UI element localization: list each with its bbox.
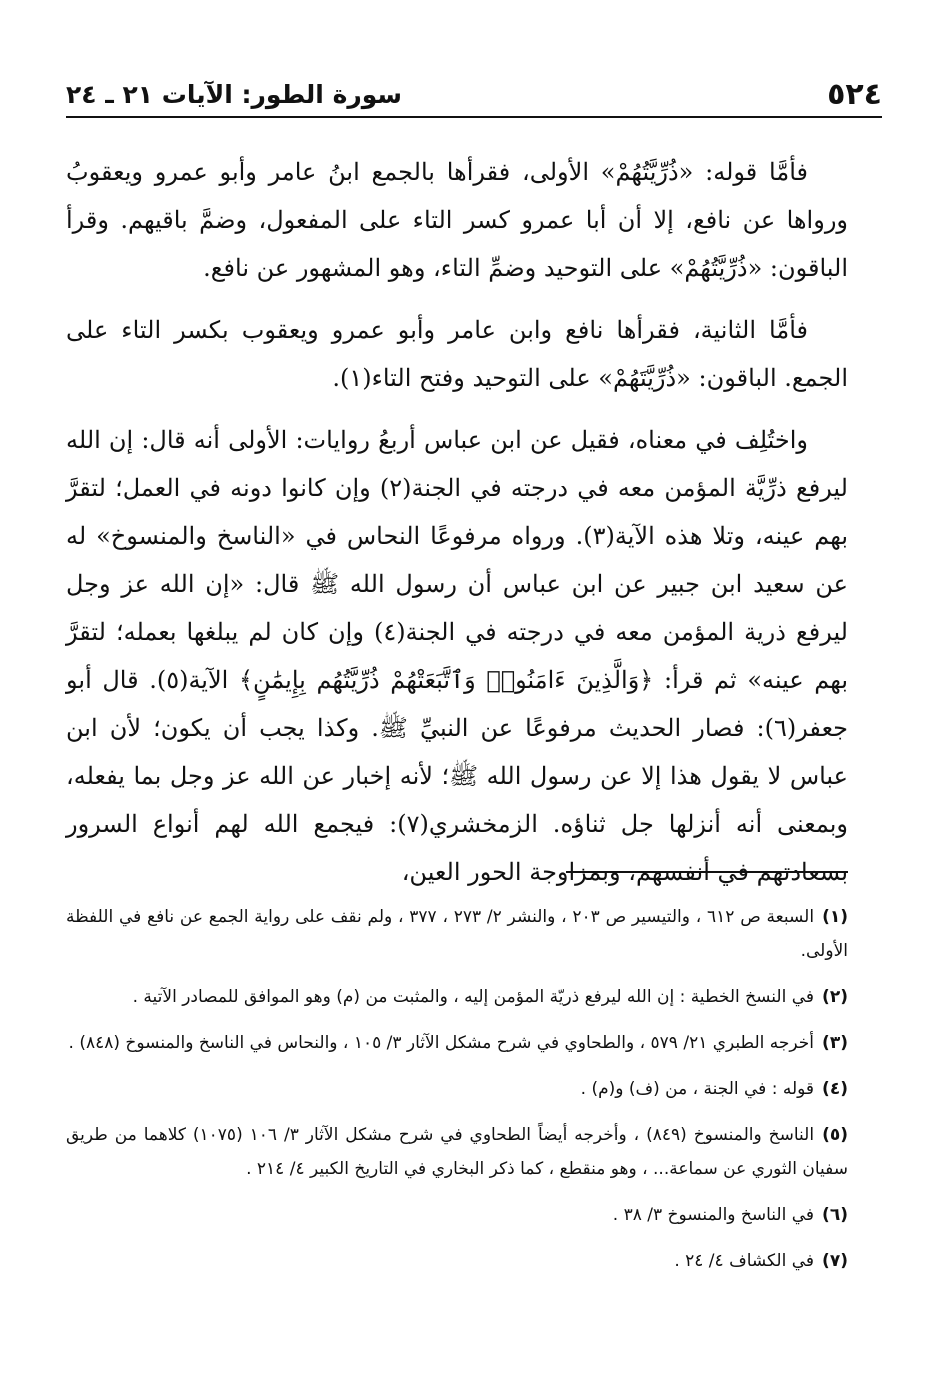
- footnote-number: (١): [822, 907, 849, 927]
- footnote-number: (٢): [822, 987, 848, 1007]
- running-head: سورة الطور: الآيات ٢١ ـ ٢٤: [66, 79, 402, 109]
- footnotes: [66, 900, 848, 1290]
- footnote-number: (٧): [822, 1251, 848, 1271]
- footnote: [66, 1026, 848, 1060]
- footnote: [66, 1118, 848, 1186]
- paragraph: فأمَّا قوله: «ذُرِّيَّتُهُمْ» الأولى، فقرأها بالجمع ابنُ عامر وأبو عمرو ويعقوبُ ورواها عن نافع، إلا أن أبا عمرو كسر التاء على المفعول، وضمَّ باقيهم. وقرأ الباقون: «ذُرِّيَّتُهُمْ» على التوحيد وضمِّ التاء، وهو المشهور عن نافع.: [66, 158, 848, 282]
- paragraph: فأمَّا الثانية، فقرأها نافع وابن عامر وأبو عمرو ويعقوب بكسر التاء على الجمع. الباقون: «ذُرِّيَّتَهُمْ» على التوحيد وفتح التاء(١).: [66, 316, 848, 392]
- page-number: ٥٢٤: [827, 76, 882, 112]
- footnote: [66, 900, 848, 968]
- footnote-text: في النسخ الخطية : إن الله ليرفع ذريّة المؤمن إليه ، والمثبت من (م) وهو الموافق للمصادر الآتية .: [132, 987, 815, 1007]
- footnote: [66, 1198, 848, 1232]
- paragraph: واختُلِف في معناه، فقيل عن ابن عباس أربعُ روايات: الأولى أنه قال: إن الله ليرفع ذرِّيَّة المؤمن معه في درجته في الجنة(٢) وإن كانوا دونه في العمل؛ لتقرَّ بهم عينه، وتلا هذه الآية(٣). ورواه مرفوعًا النحاس في «الناسخ والمنسوخ» له عن سعيد ابن جبير عن ابن عباس أن رسول الله ﷺ قال: «إن الله عز وجل ليرفع ذرية المؤمن معه في درجته في الجنة(٤) وإن كان لم يبلغها بعمله؛ لتقرَّ بهم عينه» ثم قرأ: ﴿وَالَّذِينَ ءَامَنُوا۟ وَٱتَّبَعَتْهُمْ ذُرِّيَّتُهُم بِإِيمَٰنٍ﴾ الآية(٥). قال أبو جعفر(٦): فصار الحديث مرفوعًا عن النبيِّ ﷺ. وكذا يجب أن يكون؛ لأن ابن عباس لا يقول هذا إلا عن رسول الله ﷺ؛ لأنه إخبار عن الله عز وجل بما يفعله، وبمعنى أنه أنزلها جل ثناؤه. الزمخشري(٧): فيجمع الله لهم أنواع السرور بسعادتهم في أنفسهم، وبمزاوجة الحور العين،: [66, 426, 849, 886]
- footnote: [66, 1072, 848, 1106]
- footnote-separator: [566, 871, 848, 873]
- footnote-text: الناسخ والمنسوخ (٨٤٩) ، وأخرجه أيضاً الطحاوي في شرح مشكل الآثار ٣/ ١٠٦ (١٠٧٥) كلاهما من طريق سفيان الثوري عن سماعة... ، وهو منقطع ، كما ذكر البخاري في التاريخ الكبير ٤/ ٢١٤ .: [66, 1125, 848, 1179]
- footnote-number: (٤): [822, 1079, 848, 1099]
- footnote-text: في الكشاف ٤/ ٢٤ .: [674, 1251, 815, 1271]
- footnote: [66, 1244, 848, 1278]
- main-text: [66, 148, 848, 910]
- page-header: [66, 72, 882, 118]
- footnote-text: أخرجه الطبري ٢١/ ٥٧٩ ، والطحاوي في شرح مشكل الآثار ٣/ ١٠٥ ، والنحاس في الناسخ والمنسوخ (٨٤٨) .: [68, 1033, 815, 1053]
- footnote-text: السبعة ص ٦١٢ ، والتيسير ص ٢٠٣ ، والنشر ٢/ ٢٧٣ ، ٣٧٧ ، ولم نقف على رواية الجمع عن نافع في اللفظة الأولى.: [66, 907, 848, 961]
- footnote-number: (٦): [822, 1205, 848, 1225]
- footnote-text: قوله : في الجنة ، من (ف) و(م) .: [580, 1079, 815, 1099]
- footnote-number: (٥): [822, 1125, 849, 1145]
- footnote-text: في الناسخ والمنسوخ ٣/ ٣٨ .: [612, 1205, 815, 1225]
- footnote-number: (٣): [822, 1033, 848, 1053]
- footnote: [66, 980, 848, 1014]
